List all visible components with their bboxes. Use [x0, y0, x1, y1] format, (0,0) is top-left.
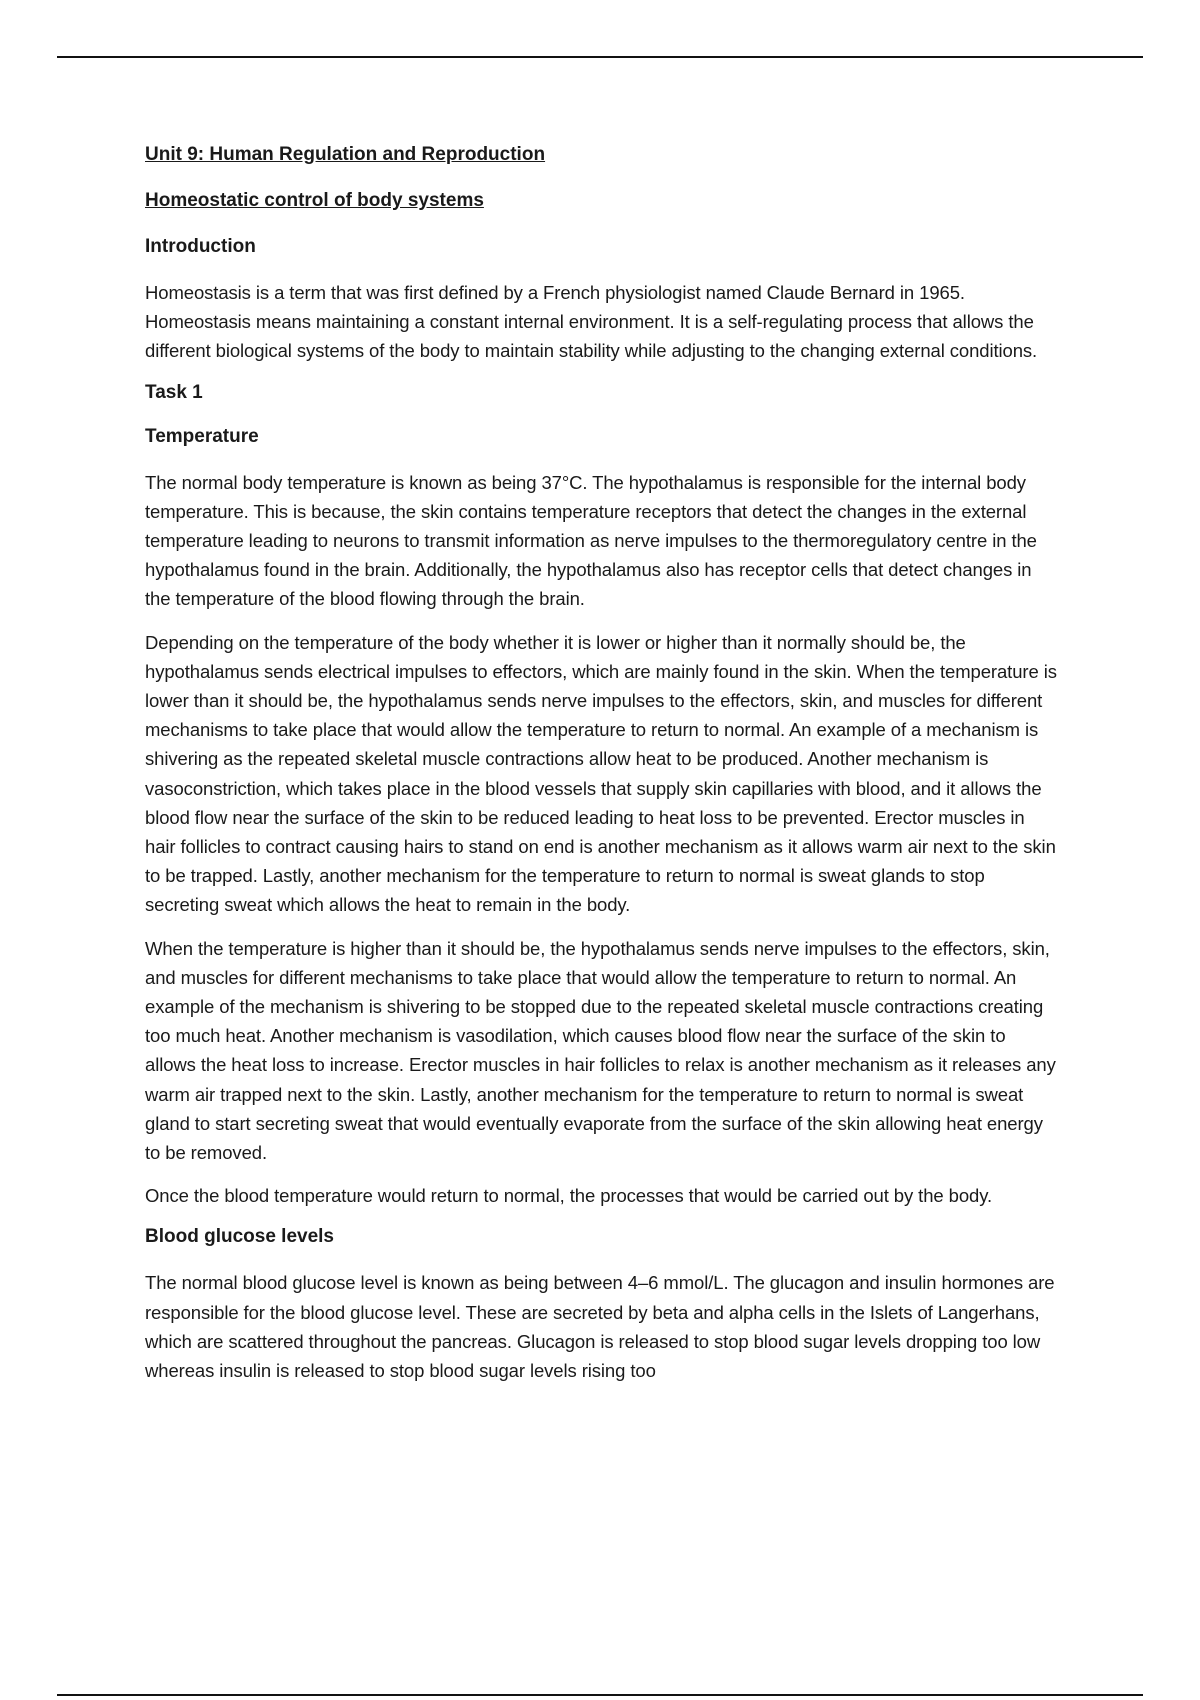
bottom-rule: [57, 1694, 1143, 1696]
temperature-paragraph-2: Depending on the temperature of the body whether it is lower or higher than it normally should be, the hypothalamus sends electrical impulses to effectors, which are mainly found in the skin. When the temperature is lower than it should be, the hypothalamus sends nerve impulses to the effectors, skin, and muscles for different mechanisms to take place that would allow the temperature to return to normal. An example of a mechanism is shivering as the repeated skeletal muscle contractions allow heat to be produced. Another mechanism is vasoconstriction, which takes place in the blood vessels that supply skin capillaries with blood, and it allows the blood flow near the surface of the skin to be reduced leading to heat loss to be prevented. Erector muscles in hair follicles to contract causing hairs to stand on end is another mechanism as it allows warm air next to the skin to be trapped. Lastly, another mechanism for the temperature to return to normal is sweat glands to stop secreting sweat which allows the heat to remain in the body.: [145, 631, 1057, 916]
section-heading-temperature: Temperature: [145, 425, 259, 447]
top-rule: [57, 56, 1143, 58]
document-subtitle: Homeostatic control of body systems: [145, 190, 484, 211]
temperature-paragraph-1: The normal body temperature is known as being 37°C. The hypothalamus is responsible for the internal body temperature. This is because, the skin contains temperature receptors that detect the changes in the external temperature leading to neurons to transmit information as nerve impulses to the thermoregulatory centre in the hypothalamus found in the brain. Additionally, the hypothalamus also has receptor cells that detect changes in the temperature of the blood flowing through the brain.: [145, 471, 1037, 610]
document-body: [145, 142, 1060, 1399]
temperature-paragraph-4: Once the blood temperature would return to normal, the processes that would be carried out by the body.: [145, 1185, 993, 1207]
introduction-paragraph: Homeostasis is a term that was first defined by a French physiologist named Claude Bernard in 1965. Homeostasis means maintaining a constant internal environment. It is a self-regulating process that allows the different biological systems of the body to maintain stability while adjusting to the changing external conditions.: [145, 282, 1038, 362]
document-title: Unit 9: Human Regulation and Reproduction: [145, 144, 546, 165]
section-heading-blood-glucose: Blood glucose levels: [145, 1226, 334, 1248]
blood-glucose-paragraph: The normal blood glucose level is known as being between 4–6 mmol/L. The glucagon and insulin hormones are responsible for the blood glucose level. These are secreted by beta and alpha cells in the Islets of Langerhans, which are scattered throughout the pancreas. Glucagon is released to stop blood sugar levels dropping too low whereas insulin is released to stop blood sugar levels rising too: [145, 1272, 1055, 1382]
section-heading-task-1: Task 1: [145, 381, 203, 403]
temperature-paragraph-3: When the temperature is higher than it should be, the hypothalamus sends nerve impulses to the effectors, skin, and muscles for different mechanisms to take place that would allow the temperature to return to normal. An example of the mechanism is shivering to be stopped due to the repeated skeletal muscle contractions creating too much heat. Another mechanism is vasodilation, which causes blood flow near the surface of the skin to allows the heat loss to increase. Erector muscles in hair follicles to relax is another mechanism as it releases any warm air trapped next to the skin. Lastly, another mechanism for the temperature to return to normal is sweat gland to start secreting sweat that would eventually evaporate from the surface of the skin allowing heat energy to be removed.: [145, 937, 1056, 1164]
section-heading-introduction: Introduction: [145, 236, 256, 257]
